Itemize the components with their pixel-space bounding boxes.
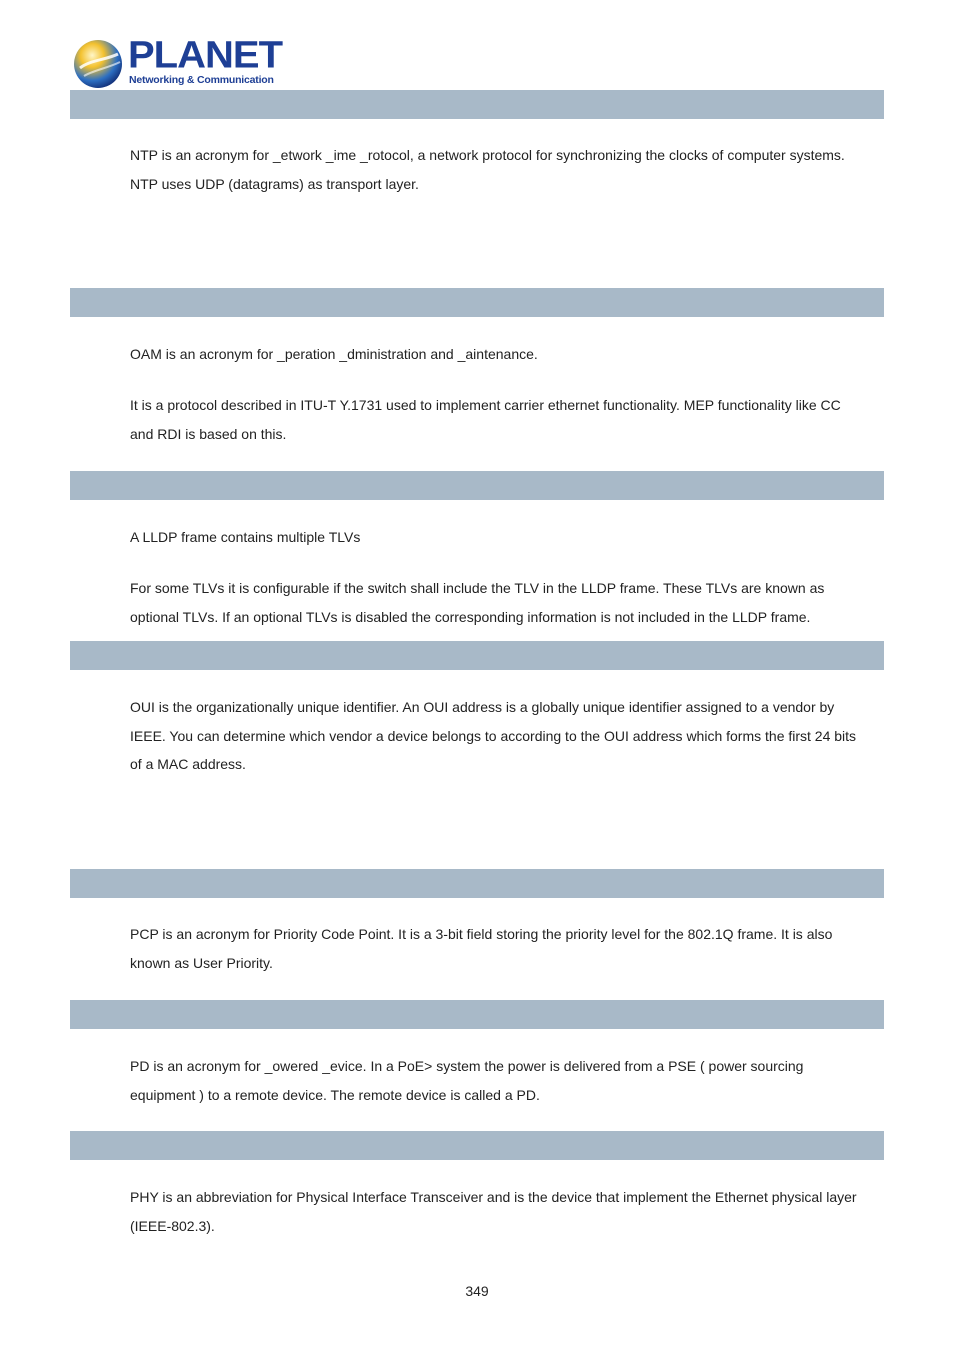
text-line: PCP is an acronym for Priority Code Point. It is a 3-bit field storing the priority level for the 802.1Q frame. It is also bbox=[130, 926, 833, 942]
text-line: NTP is an acronym for _etwork _ime _rotocol, a network protocol for synchronizing the clocks of computer systems. bbox=[130, 147, 845, 163]
section-paragraph bbox=[130, 693, 890, 779]
text-line: known as User Priority. bbox=[130, 954, 273, 971]
text-line: PD is an acronym for _owered _evice. In a PoE> system the power is delivered from a PSE ( power sourcing bbox=[130, 1058, 804, 1074]
text-line: For some TLVs it is configurable if the switch shall include the TLV in the LLDP frame. These TLVs are known as bbox=[130, 580, 825, 596]
section-header-bar bbox=[70, 1000, 884, 1029]
section-paragraph bbox=[130, 141, 890, 198]
section-header-bar bbox=[70, 641, 884, 670]
text-line: optional TLVs. If an optional TLVs is disabled the corresponding information is not included in the LLDP frame. bbox=[130, 608, 811, 625]
section-header-bar bbox=[70, 90, 884, 119]
section-header-bar bbox=[70, 1131, 884, 1160]
planet-logo bbox=[72, 34, 282, 90]
section-header-bar bbox=[70, 471, 884, 500]
text-line: NTP uses UDP (datagrams) as transport layer. bbox=[130, 175, 419, 192]
section-paragraph bbox=[130, 920, 890, 977]
section-paragraph bbox=[130, 391, 890, 448]
text-line: equipment ) to a remote device. The remote device is called a PD. bbox=[130, 1086, 540, 1103]
text-line: A LLDP frame contains multiple TLVs bbox=[130, 529, 361, 545]
section-paragraph bbox=[130, 523, 890, 552]
text-line: It is a protocol described in ITU-T Y.1731 used to implement carrier ethernet functionality. MEP functionality like CC bbox=[130, 397, 841, 413]
section-paragraph bbox=[130, 1183, 890, 1240]
globe-icon bbox=[72, 38, 124, 90]
text-line: PHY is an abbreviation for Physical Interface Transceiver and is the device that implement the Ethernet physical layer bbox=[130, 1189, 857, 1205]
text-line: IEEE. You can determine which vendor a device belongs to according to the OUI address which forms the first 24 bits bbox=[130, 727, 857, 744]
section-paragraph bbox=[130, 574, 890, 631]
logo-wordmark: PLANET bbox=[128, 34, 282, 76]
logo-subtitle: Networking & Communication bbox=[129, 74, 274, 86]
page-number: 349 bbox=[465, 1283, 489, 1299]
text-line: OUI is the organizationally unique identifier. An OUI address is a globally unique identifier assigned to a vendor by bbox=[130, 699, 835, 715]
section-header-bar bbox=[70, 288, 884, 317]
section-paragraph bbox=[130, 1052, 890, 1109]
section-header-bar bbox=[70, 869, 884, 898]
text-line: (IEEE-802.3). bbox=[130, 1217, 215, 1234]
text-line: and RDI is based on this. bbox=[130, 425, 287, 442]
text-line: OAM is an acronym for _peration _dministration and _aintenance. bbox=[130, 346, 538, 362]
text-line: of a MAC address. bbox=[130, 756, 246, 772]
section-paragraph bbox=[130, 340, 890, 369]
